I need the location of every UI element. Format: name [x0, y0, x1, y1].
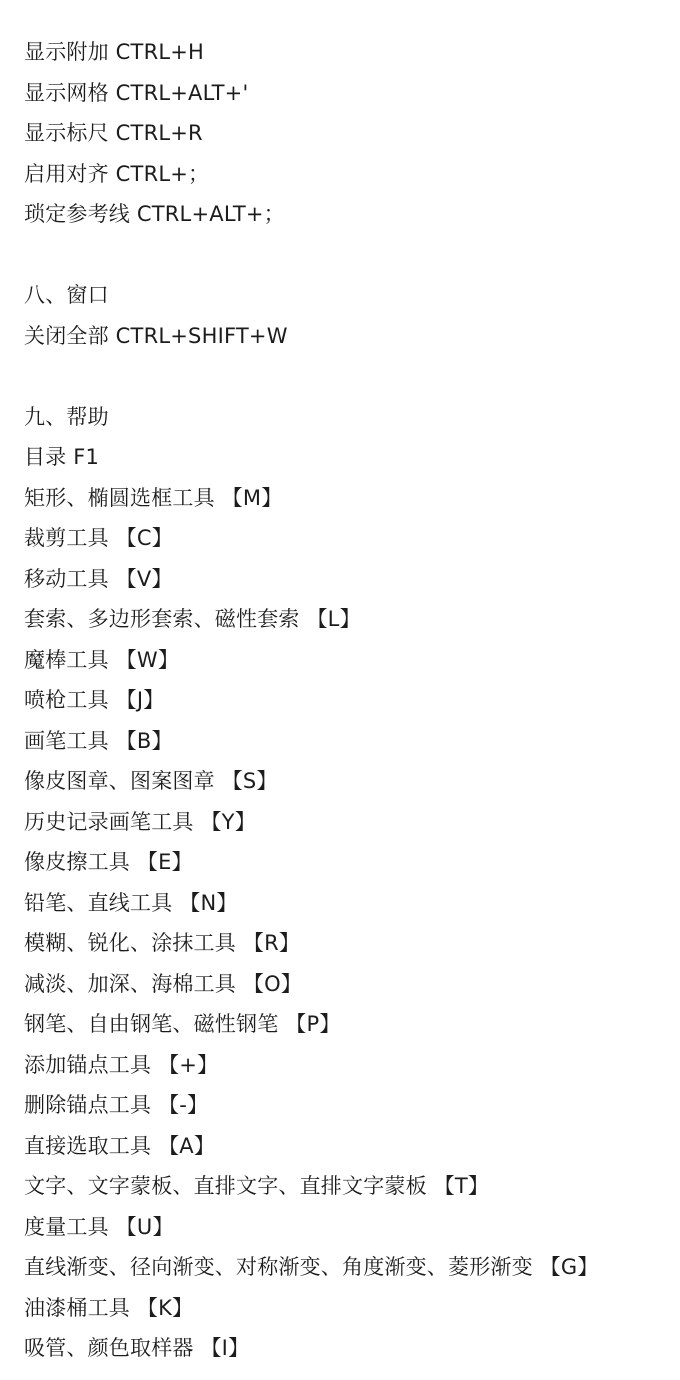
shortcut-line-eraser-tool: 像皮擦工具 【E】	[24, 850, 193, 874]
shortcut-line-brush-tool: 画笔工具 【B】	[24, 728, 173, 753]
section-heading-window: 八、窗口	[24, 283, 109, 307]
shortcut-line-show-grid: 显示网格 CTRL+ALT+'	[24, 80, 249, 105]
shortcut-line-magic-wand-tool: 魔棒工具 【W】	[24, 647, 180, 672]
shortcut-line-contents: 目录 F1	[24, 445, 100, 469]
shortcut-line-type-tool: 文字、文字蒙板、直排文字、直排文字蒙板 【T】	[24, 1174, 490, 1198]
shortcut-line-eyedropper-tool: 吸管、颜色取样器 【I】	[24, 1336, 250, 1360]
shortcut-line-blur-tool: 模糊、锐化、涂抹工具 【R】	[24, 931, 301, 955]
shortcut-line-move-tool: 移动工具 【V】	[24, 566, 173, 591]
blank-line	[24, 235, 664, 276]
shortcut-line-gradient-tool: 直线渐变、径向渐变、对称渐变、角度渐变、菱形渐变 【G】	[24, 1255, 599, 1279]
shortcut-line-show-rulers: 显示标尺 CTRL+R	[24, 121, 203, 145]
shortcut-line-stamp-tool: 像皮图章、图案图章 【S】	[24, 769, 278, 793]
shortcut-line-marquee-tool: 矩形、椭圆选框工具 【M】	[24, 485, 283, 510]
shortcut-line-dodge-tool: 减淡、加深、海棉工具 【O】	[24, 971, 303, 996]
shortcut-line-direct-select-tool: 直接选取工具 【A】	[24, 1133, 216, 1158]
shortcut-line-add-anchor-tool: 添加锚点工具 【+】	[24, 1052, 219, 1077]
shortcut-line-airbrush-tool: 喷枪工具 【J】	[24, 688, 165, 712]
shortcut-document	[24, 32, 664, 1369]
shortcut-line-close-all: 关闭全部 CTRL+SHIFT+W	[24, 323, 288, 348]
shortcut-line-history-brush-tool: 历史记录画笔工具 【Y】	[24, 809, 256, 834]
shortcut-line-lock-guides: 琐定参考线 CTRL+ALT+；	[24, 202, 285, 226]
shortcut-line-lasso-tool: 套索、多边形套索、磁性套索 【L】	[24, 607, 361, 631]
shortcut-line-enable-snap: 启用对齐 CTRL+；	[24, 161, 210, 186]
shortcut-line-crop-tool: 裁剪工具 【C】	[24, 526, 173, 550]
shortcut-line-pencil-tool: 铅笔、直线工具 【N】	[24, 890, 238, 915]
blank-line	[24, 356, 664, 397]
shortcut-line-delete-anchor-tool: 删除锚点工具 【-】	[24, 1093, 209, 1117]
shortcut-line-pen-tool: 钢笔、自由钢笔、磁性钢笔 【P】	[24, 1012, 341, 1036]
shortcut-line-measure-tool: 度量工具 【U】	[24, 1214, 174, 1239]
section-heading-help: 九、帮助	[24, 404, 109, 429]
shortcut-line-paint-bucket-tool: 油漆桶工具 【K】	[24, 1295, 194, 1320]
shortcut-line-show-extras: 显示附加 CTRL+H	[24, 40, 205, 64]
